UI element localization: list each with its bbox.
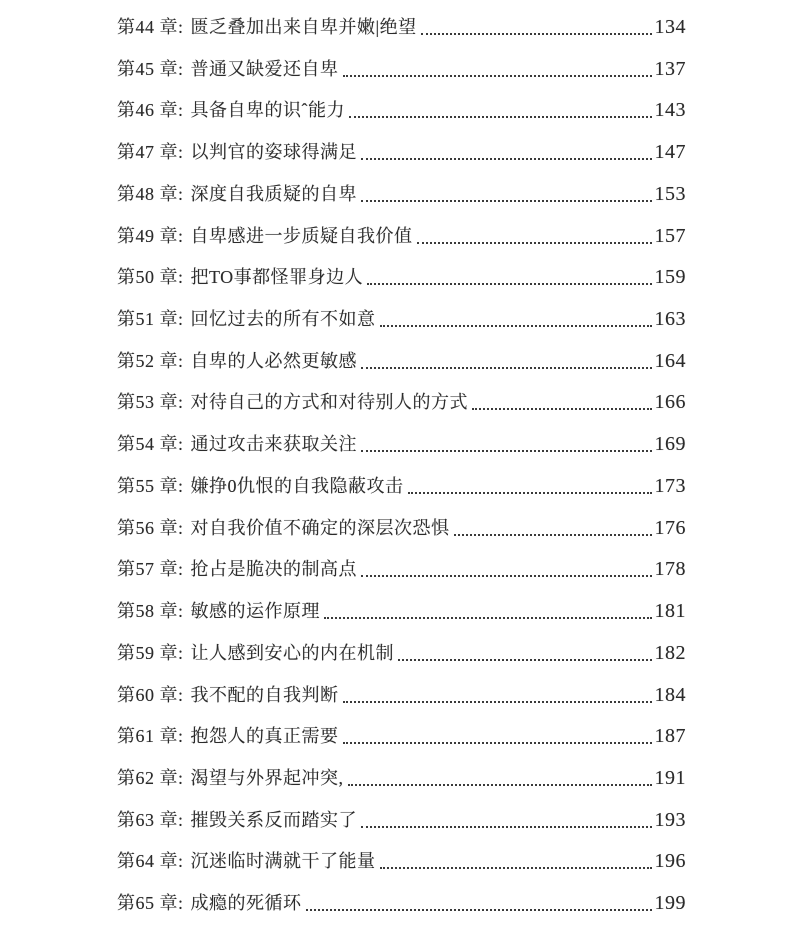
chapter-number-label: 第55 章: [117, 475, 184, 496]
chapter-number-label: 第58 章: [117, 601, 184, 622]
toc-entry [117, 633, 686, 675]
page-number: 178 [654, 558, 686, 581]
toc-entry [117, 174, 686, 216]
toc-entry [117, 132, 686, 174]
chapter-number-label: 第53 章: [117, 392, 184, 413]
dot-leader [417, 216, 652, 244]
chapter-title: 沉迷临时满就干了能量 [190, 851, 376, 872]
page-number: 199 [654, 892, 686, 915]
dot-leader [408, 466, 652, 494]
toc-entry [117, 341, 686, 383]
toc-entry [117, 549, 686, 591]
dot-leader [343, 49, 652, 77]
toc-entry [117, 299, 686, 341]
chapter-title: 抢占是脆决的制高点 [190, 559, 358, 580]
toc-entry [117, 758, 686, 800]
chapter-title: 对自我价值不确定的深层次恐惧 [190, 517, 450, 538]
chapter-number-label: 第57 章: [117, 559, 184, 580]
dot-leader [361, 341, 651, 369]
chapter-number-label: 第49 章: [117, 225, 184, 246]
toc-entry [117, 466, 686, 508]
page-number: 193 [654, 808, 686, 831]
chapter-title: 对待自己的方式和对待别人的方式 [190, 392, 469, 413]
page-number: 166 [654, 391, 686, 414]
page-number: 181 [654, 600, 686, 623]
dot-leader [472, 382, 651, 410]
chapter-title: 把TO事都怪罪身边人 [190, 267, 364, 288]
page-number: 173 [654, 474, 686, 497]
page-number: 159 [654, 266, 686, 289]
page-number: 157 [654, 224, 686, 247]
dot-leader [380, 299, 652, 327]
dot-leader [343, 675, 652, 703]
page-number: 169 [654, 433, 686, 456]
toc-entry [117, 7, 686, 49]
chapter-number-label: 第46 章: [117, 100, 184, 121]
dot-leader [367, 257, 651, 285]
chapter-title: 深度自我质疑的自卑 [190, 183, 358, 204]
chapter-title: 摧毁关系反而踏实了 [190, 809, 358, 830]
toc-entry [117, 883, 686, 925]
chapter-number-label: 第54 章: [117, 434, 184, 455]
page-number: 137 [654, 57, 686, 80]
chapter-title: 具备自卑的识ˆ能力 [190, 100, 346, 121]
dot-leader [306, 883, 652, 911]
chapter-title: 让人感到安心的内在机制 [190, 642, 395, 663]
page-number: 196 [654, 850, 686, 873]
chapter-number-label: 第45 章: [117, 58, 184, 79]
chapter-title: 通过攻击来获取关注 [190, 434, 358, 455]
chapter-title: 回忆过去的所有不如意 [190, 309, 376, 330]
chapter-title: 抱怨人的真正需要 [190, 726, 339, 747]
toc-entry [117, 675, 686, 717]
dot-leader [454, 508, 652, 536]
page-number: 147 [654, 141, 686, 164]
page-number: 187 [654, 725, 686, 748]
toc-entry [117, 257, 686, 299]
dot-leader [343, 716, 652, 744]
toc-entry [117, 90, 686, 132]
chapter-title: 敏感的运作原理 [190, 601, 321, 622]
chapter-title: 自卑的人必然更敏感 [190, 350, 358, 371]
chapter-title: 我不配的自我判断 [190, 684, 339, 705]
chapter-number-label: 第51 章: [117, 309, 184, 330]
page-number: 191 [654, 766, 686, 789]
chapter-title: 匮乏叠加出来自卑并嫩|绝望 [190, 17, 417, 37]
toc-entry [117, 591, 686, 633]
toc-entry [117, 424, 686, 466]
chapter-number-label: 第48 章: [117, 183, 184, 204]
chapter-number-label: 第56 章: [117, 517, 184, 538]
dot-leader [361, 549, 651, 577]
page-number: 182 [654, 641, 686, 664]
dot-leader [380, 841, 652, 869]
chapter-title: 渴望与外界起冲突, [190, 767, 344, 788]
dot-leader [361, 174, 651, 202]
page-number: 134 [654, 16, 686, 38]
chapter-title: 普通又缺爱还自卑 [190, 58, 339, 79]
toc-entry [117, 216, 686, 258]
chapter-number-label: 第60 章: [117, 684, 184, 705]
chapter-title: 以判官的姿球得满足 [190, 142, 358, 163]
toc-entry [117, 49, 686, 91]
chapter-number-label: 第61 章: [117, 726, 184, 747]
page-number: 164 [654, 349, 686, 372]
chapter-title: 自卑感进一步质疑自我价值 [190, 225, 413, 246]
page-number: 153 [654, 182, 686, 205]
dot-leader [361, 800, 651, 828]
chapter-number-label: 第47 章: [117, 142, 184, 163]
chapter-number-label: 第44 章: [117, 17, 184, 37]
dot-leader [398, 633, 651, 661]
page-number: 184 [654, 683, 686, 706]
toc-entry [117, 716, 686, 758]
page-number: 176 [654, 516, 686, 539]
chapter-number-label: 第52 章: [117, 350, 184, 371]
dot-leader [361, 132, 651, 160]
chapter-number-label: 第59 章: [117, 642, 184, 663]
page-number: 143 [654, 99, 686, 122]
chapter-title: 成瘾的死循环 [190, 893, 302, 914]
toc-entry [117, 800, 686, 842]
chapter-title: 嫌挣0仇恨的自我隐蔽攻击 [190, 475, 404, 496]
chapter-number-label: 第50 章: [117, 267, 184, 288]
chapter-number-label: 第63 章: [117, 809, 184, 830]
chapter-number-label: 第64 章: [117, 851, 184, 872]
dot-leader [421, 7, 652, 35]
toc-entry [117, 382, 686, 424]
dot-leader [324, 591, 651, 619]
table-of-contents [117, 7, 686, 925]
dot-leader [361, 424, 651, 452]
dot-leader [348, 758, 652, 786]
toc-entry [117, 841, 686, 883]
chapter-number-label: 第65 章: [117, 893, 184, 914]
dot-leader [349, 90, 651, 118]
page-number: 163 [654, 308, 686, 331]
chapter-number-label: 第62 章: [117, 767, 184, 788]
toc-entry [117, 508, 686, 550]
